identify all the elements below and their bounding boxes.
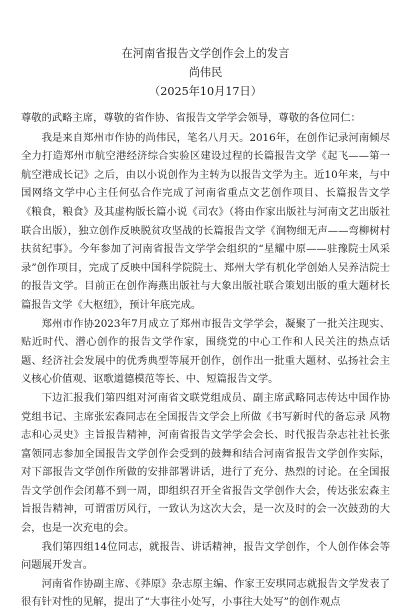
paragraph-intro: 我是来自郑州市作协的尚伟民，笔名八月天。2016年，在创作记录河南倾尽全力打造郑州市航空港经济综合实验区建设过程的长篇报告文学《起飞——第一航空港成长记》之后，由以小说创作为主转为以报告文学为主。近10年来，与中国网络文学中心主任何弘合作完成了河南省重点文艺创作项目、长篇报告文学《粮食，粮食》及其虚构版长篇小说《司农》（将由作家出版社与河南文艺出版社联合出版），独立创作反映脱贫攻坚战的长篇报告文学《润物细无声——弯柳树村扶贫纪事》。今年参加了河南省报告文学学会组织的“星耀中原——驻豫院士风采录”创作项目，完成了反映中国科学院院士、郑州大学有机化学创始人吴养洁院士的报告文学。目前正在创作海燕出版社与大象出版社联合策划出版的重大题材长篇报告文学《大枢纽》，预计年底完成。 bbox=[21, 131, 390, 311]
paragraph-group-members: 我们第四组14位同志，就报告、讲话精神，报告文学创作，个人创作体会等问题展开发言。 bbox=[21, 540, 390, 572]
speech-title: 在河南省报告文学创作会上的发言 bbox=[121, 47, 290, 60]
paragraph-group-report: 下边汇报我们第四组对河南省文联党组成员、副主席武略同志传达中国作协党组书记、主席张宏森同志在全国报告文学会上所做《书写新时代的备忘录 风物志和心灵史》主旨报告精神，河南省报告文学学会会长、时代报告杂志社社长张富领同志参加全国报告文学创作会受到的鼓舞和结合河南省报告文学创作实际，对下部报告文学创作所做的安排部署讲话，进行了充分、热烈的讨论。在全国报告文学创作会闭幕不到一周，即组织召开全省报告文学创作大会，传达张宏森主旨报告精神，可谓雷厉风行，一致认为这次大会，是一次及时的会一次鼓劲的大会，也是一次充电的会。 bbox=[21, 391, 390, 535]
author-name: 尚伟民 bbox=[188, 66, 223, 79]
paragraph-association: 郑州市作协2023年7月成立了郑州市报告文学学会，凝聚了一批关注现实、贴近时代、潜心创作的报告文学作家，围绕党的中心工作和人民关注的热点话题、经济社会发展中的优秀典型等展开创作，创作出一批重大题材、弘扬社会主义核心价值观、讴歌道德模范等长、中、短篇报告文学。 bbox=[21, 317, 390, 386]
title-block bbox=[21, 44, 390, 101]
salutation: 尊敬的武略主席，尊敬的省作协、省报告文学学会领导，尊敬的各位同仁： bbox=[21, 112, 361, 124]
speech-date: （2025年10月17日） bbox=[149, 85, 262, 98]
paragraph-wang-anqi: 河南省作协副主席、《莽原》杂志原主编、作家王安琪同志就报告文学发表了很有针对性的见解，提出了“大事往小处写，小事往大处写”的创作观点 bbox=[21, 577, 390, 609]
